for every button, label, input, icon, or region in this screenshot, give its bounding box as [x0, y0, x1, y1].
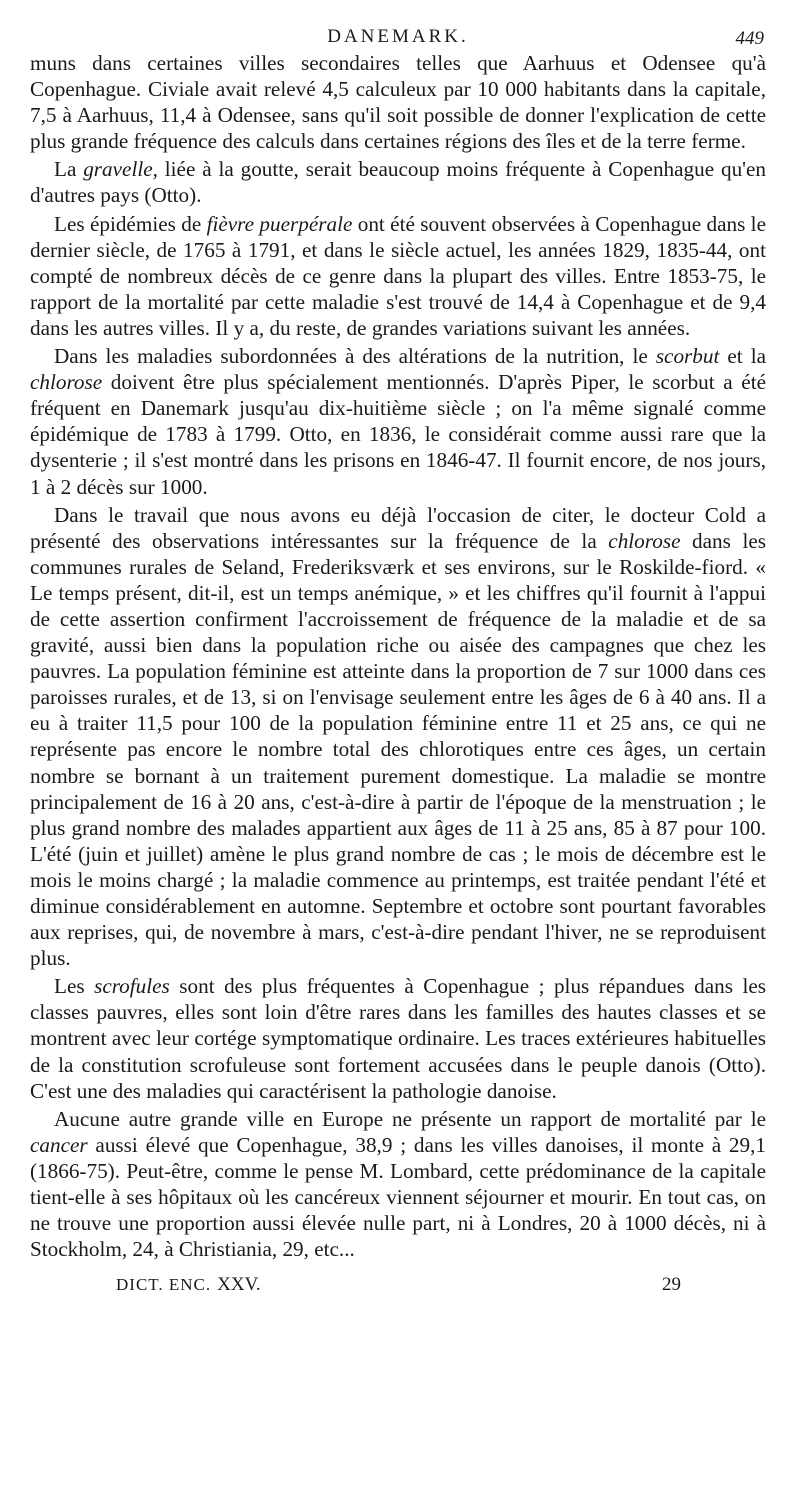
paragraph [30, 1106, 766, 1263]
page-number: 449 [735, 28, 764, 49]
text-run: Dans le travail que nous avons eu déjà l'occasion de citer, le docteur Cold a présenté des observations intéressantes sur la fréquence de la [30, 502, 766, 553]
paragraph [30, 343, 766, 500]
italic-term: chlorose [608, 528, 681, 553]
footer-signature-label: DICT. ENC. [116, 1275, 212, 1295]
paragraph [30, 502, 766, 972]
italic-term: scorbut [655, 344, 720, 369]
paragraph [30, 973, 766, 1103]
running-head [30, 22, 766, 50]
text-run: Aucune autre grande ville en Europe ne présente un rapport de mortalité par le [54, 1106, 766, 1131]
text-run: muns dans certaines villes secondaires telles que Aarhuus et Odensee qu'à Copenhague. Civiale avait relevé 4,5 calculeux par 10 000 habitants dans la capitale, 7,5 à Aarhuus, 11,4 à Odensee, sans qu'il soit possible de donner l'explication de cette plus grande fréquence des calculs dans certaines régions des îles et de la terre ferme. [30, 51, 766, 154]
text-run: Les [54, 974, 95, 999]
italic-term: gravelle, [83, 157, 158, 182]
running-title: DANEMARK. [327, 26, 469, 47]
text-run: La [54, 157, 84, 182]
italic-term: scrofules [94, 974, 170, 999]
paragraph [30, 50, 766, 154]
footer-sheet-number: 29 [662, 1274, 681, 1296]
paragraph [30, 156, 766, 208]
text-run: Les épidémies de [54, 211, 207, 236]
text-run: dans les communes rurales de Seland, Frederiksværk et ses environs, sur le Roskilde-fiord. « Le temps présent, dit-il, est un temps anémique, » et les chiffres qu'il fournit à l'appui de cette assertion confirment l'accroissement de fréquence de la maladie et de sa gravité, aussi bien dans la population riche ou aisée des campagnes que chez les pauvres. La population féminine est atteinte dans la proportion de 7 sur 1000 dans ces paroisses rurales, et de 13, si on l'envisage seulement entre les âges de 6 à 40 ans. Il a eu à traiter 11,5 pour 100 de la population féminine entre 11 et 25 ans, ce qui ne représente pas encore le nombre total des chlorotiques entre ces âges, un certain nombre se bornant à un traitement purement domestique. La maladie se montre principalement de 16 à 20 ans, c'est-à-dire à partir de l'époque de la menstruation ; le plus grand nombre des malades appartient aux âges de 11 à 25 ans, 85 à 87 pour 100. L'été (juin et juillet) amène le plus grand nombre de cas ; le mois de décembre est le mois le moins chargé ; la maladie commence au printemps, est traitée pendant l'été et diminue considérablement en automne. Septembre et octobre sont pourtant favorables aux reprises, qui, de novembre à mars, c'est-à-dire pendant l'hiver, ne se reproduisent plus. [30, 528, 766, 971]
text-run: doivent être plus spécialement mentionnés. D'après Piper, le scorbut a été fréquent en Danemark jusqu'au dix-huitième siècle ; on l'a même signalé comme épidémique de 1783 à 1799. Otto, en 1836, le considérait comme aussi rare que la dysenterie ; il s'est montré dans les prisons en 1846-47. Il fournit encore, de nos jours, 1 à 2 décès sur 1000. [30, 370, 766, 499]
text-run: liée à la goutte, serait beaucoup moins fréquente à Copenhague qu'en d'autres pays (Otto). [30, 157, 766, 208]
paragraph [30, 211, 766, 341]
footer-volume: XXV. [217, 1274, 261, 1296]
italic-term: cancer [30, 1132, 88, 1157]
book-page [30, 22, 766, 1302]
body-text [30, 50, 766, 1262]
footer-signature [116, 1274, 261, 1296]
italic-term: fièvre puerpérale [206, 211, 353, 236]
page-footer [30, 1274, 766, 1302]
text-run: Dans les maladies subordonnées à des altérations de la nutrition, le [54, 344, 656, 369]
text-run: sont des plus fréquentes à Copenhague ; plus répandues dans les classes pauvres, elles sont loin d'être rares dans les familles des hautes classes et se montrent avec leur cortége symptomatique ordinaire. Les traces extérieures habituelles de la constitution scrofuleuse sont fortement accusées dans le peuple danois (Otto). C'est une des maladies qui caractérisent la pathologie danoise. [30, 974, 766, 1103]
italic-term: chlorose [30, 370, 103, 395]
text-run: et la [719, 344, 766, 369]
text-run: aussi élevé que Copenhague, 38,9 ; dans les villes danoises, il monte à 29,1 (1866-75). Peut-être, comme le pense M. Lombard, cette prédominance de la capitale tient-elle à ses hôpitaux où les cancéreux viennent séjourner et mourir. En tout cas, on ne trouve une proportion aussi élevée nulle part, ni à Londres, 20 à 1000 décès, ni à Stockholm, 24, à Christiania, 29, etc... [30, 1132, 766, 1262]
text-run: ont été souvent observées à Copenhague dans le dernier siècle, de 1765 à 1791, et dans le siècle actuel, les années 1829, 1835-44, ont compté de nombreux décès de ce genre dans la plupart des villes. Entre 1853-75, le rapport de la mortalité par cette maladie s'est trouvé de 14,4 à Copenhague et de 9,4 dans les autres villes. Il y a, du reste, de grandes variations suivant les années. [30, 211, 766, 340]
